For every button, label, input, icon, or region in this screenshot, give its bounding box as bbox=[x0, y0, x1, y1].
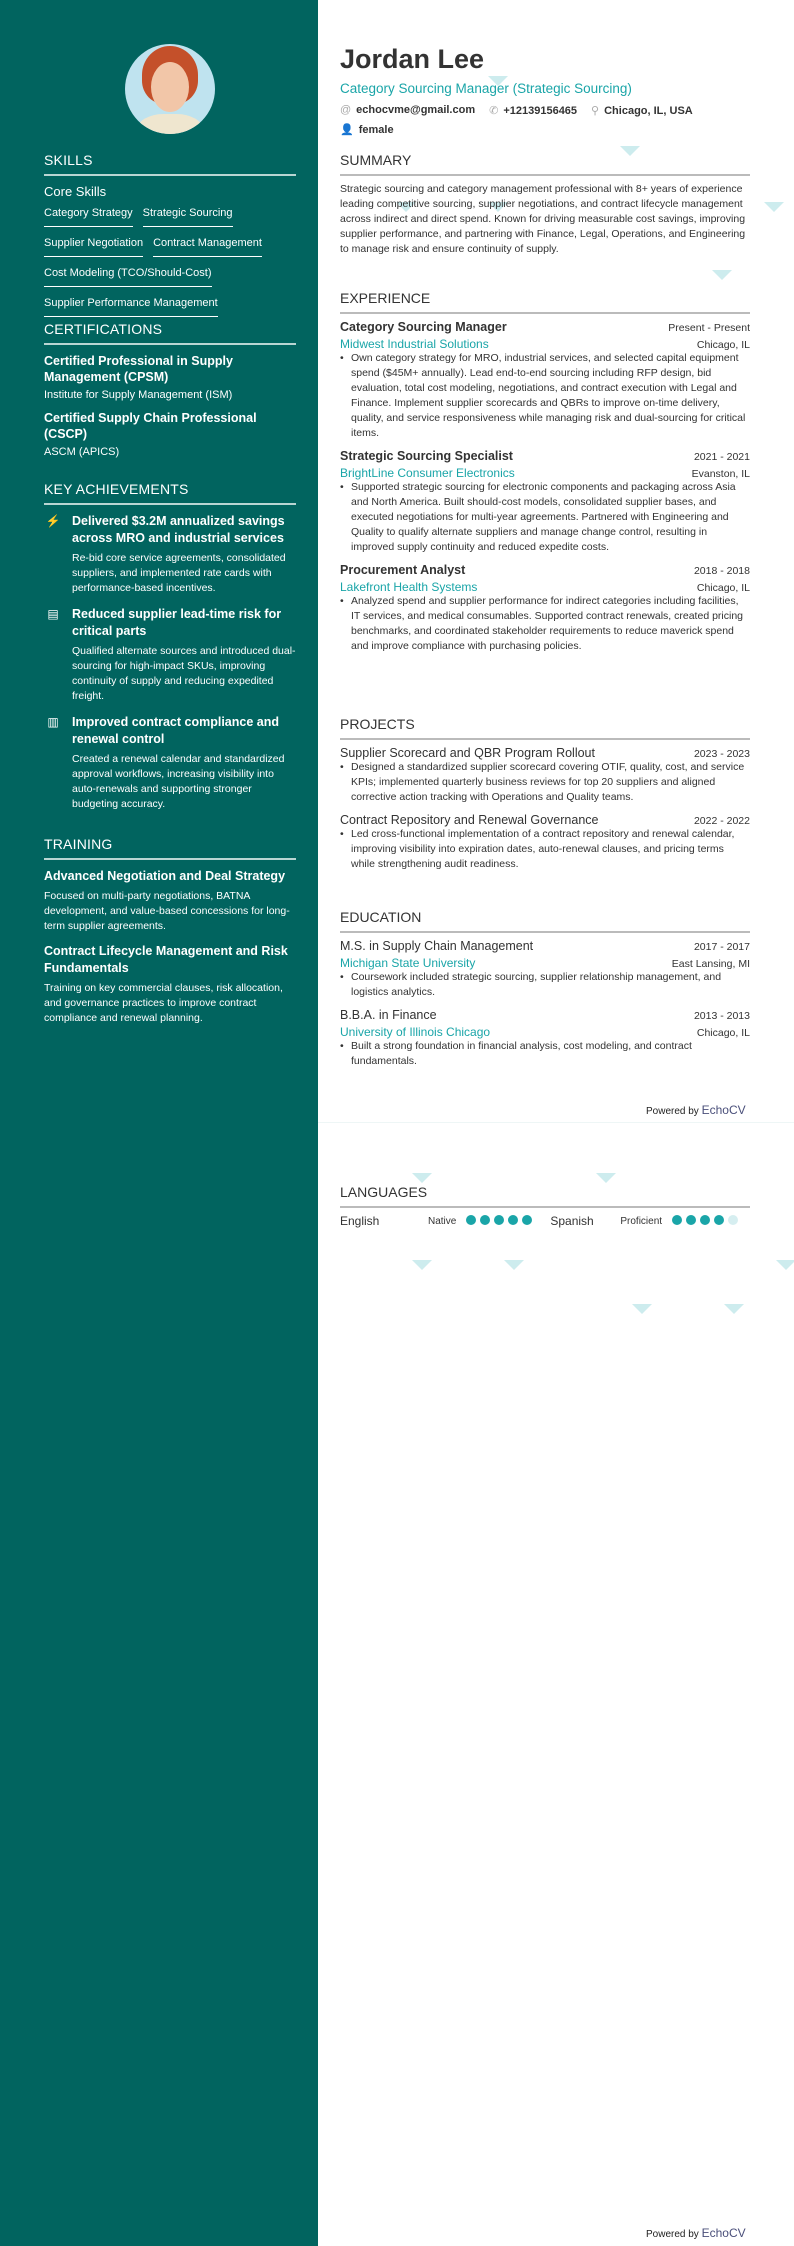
section-heading: EDUCATION bbox=[340, 909, 750, 933]
candidate-title: Category Sourcing Manager (Strategic Sourcing) bbox=[340, 81, 632, 96]
achievement-title: Improved contract compliance and renewal control bbox=[72, 715, 279, 746]
section-heading: EXPERIENCE bbox=[340, 290, 750, 314]
achievement-title: Reduced supplier lead-time risk for critical parts bbox=[72, 607, 282, 638]
section-heading: LANGUAGES bbox=[340, 1184, 750, 1208]
cert-title: Certified Professional in Supply Management (CPSM) bbox=[44, 354, 233, 384]
project-bullet: • Designed a standardized supplier scorecard covering OTIF, quality, cost, and service KPIs; implemented quarterly business reviews for top 20 suppliers and aligned corrective action tracking with Operations and Quality teams. bbox=[340, 760, 750, 805]
project-entry bbox=[340, 746, 750, 805]
rating-dot-filled bbox=[714, 1215, 724, 1225]
languages-section bbox=[340, 1184, 750, 1228]
rating-dot-filled bbox=[508, 1215, 518, 1225]
clipboard-icon: ▤ bbox=[47, 607, 59, 621]
school: Michigan State University bbox=[340, 956, 476, 970]
achievement-desc: Created a renewal calendar and standardized approval workflows, increasing visibility into auto-renewals and supporting stronger budgeting accuracy. bbox=[72, 753, 285, 810]
language-name: Spanish bbox=[550, 1214, 594, 1228]
job-dates: Present - Present bbox=[668, 322, 750, 334]
book-icon: ▥ bbox=[47, 715, 59, 729]
skills-section bbox=[44, 152, 296, 325]
company: Lakefront Health Systems bbox=[340, 580, 478, 594]
project-entry bbox=[340, 813, 750, 872]
location: Chicago, IL, USA bbox=[604, 105, 693, 117]
experience-entry bbox=[340, 563, 750, 654]
rating-dots bbox=[668, 1214, 738, 1228]
rating-dot-filled bbox=[466, 1215, 476, 1225]
certifications-section bbox=[44, 321, 296, 467]
project-title: Contract Repository and Renewal Governance bbox=[340, 813, 599, 827]
achievement-desc: Re-bid core service agreements, consolidated suppliers, and implemented rate cards with performance-based incentives. bbox=[72, 552, 286, 594]
achievement-item bbox=[44, 714, 296, 812]
school: University of Illinois Chicago bbox=[340, 1025, 491, 1039]
rating-dots bbox=[462, 1214, 532, 1228]
language-level: Native bbox=[428, 1215, 457, 1227]
company: BrightLine Consumer Electronics bbox=[340, 466, 515, 480]
achievements-section bbox=[44, 481, 296, 822]
section-heading: SUMMARY bbox=[340, 152, 750, 176]
brand-link[interactable]: EchoCV bbox=[701, 2226, 746, 2240]
rating-dot-filled bbox=[686, 1215, 696, 1225]
job-location: Chicago, IL bbox=[696, 582, 750, 594]
cert-issuer: ASCM (APICS) bbox=[44, 446, 120, 458]
job-dates: 2021 - 2021 bbox=[693, 451, 750, 463]
cert-issuer: Institute for Supply Management (ISM) bbox=[44, 389, 233, 401]
gender: female bbox=[358, 124, 394, 136]
experience-entry bbox=[340, 449, 750, 555]
language-name: English bbox=[340, 1214, 380, 1228]
training-desc: Focused on multi-party negotiations, BATNA development, and value-based concessions for long-term supplier agreements. bbox=[44, 890, 290, 932]
section-heading: TRAINING bbox=[44, 836, 296, 860]
rating-dot-filled bbox=[494, 1215, 504, 1225]
section-heading: CERTIFICATIONS bbox=[44, 321, 296, 345]
job-role: Procurement Analyst bbox=[340, 563, 466, 577]
edu-location: East Lansing, MI bbox=[671, 958, 750, 970]
job-bullet: • Analyzed spend and supplier performance for indirect categories including facilities, IT services, and medical consumables. Supported contract renewals, created pricing benchmarks, and coordinated stakeholder requirements to reduce maverick spend and improve compliance with purchasing policies. bbox=[340, 594, 750, 654]
summary-text: Strategic sourcing and category management professional with 8+ years of experience leading competitive sourcing, supplier negotiations, and contract lifecycle management across indirect and direct spend. Known for driving measurable cost savings, improving supplier performance, and partnering with Finance, Legal, Operations, and Engineering to manage risk and ensure continuity of supply. bbox=[340, 183, 746, 255]
skill-tag: Supplier Negotiation bbox=[44, 235, 143, 257]
experience-section bbox=[340, 290, 750, 662]
achievement-item bbox=[44, 513, 296, 596]
avatar bbox=[125, 44, 215, 134]
brand-link[interactable]: EchoCV bbox=[701, 1103, 746, 1117]
degree: B.B.A. in Finance bbox=[340, 1008, 437, 1022]
achievement-desc: Qualified alternate sources and introduced dual-sourcing for high-impact SKUs, improving continuity of supply and reducing expedited freight. bbox=[72, 645, 296, 702]
achievement-item bbox=[44, 606, 296, 704]
sidebar bbox=[0, 0, 318, 2246]
header bbox=[340, 44, 750, 136]
training-title: Contract Lifecycle Management and Risk Fundamentals bbox=[44, 944, 288, 975]
powered-label: Powered by bbox=[646, 2229, 699, 2240]
training-desc: Training on key commercial clauses, risk allocation, and governance practices to improve contract compliance and renewal planning. bbox=[44, 982, 283, 1024]
language-level: Proficient bbox=[620, 1215, 663, 1227]
rating-dot-filled bbox=[522, 1215, 532, 1225]
project-title: Supplier Scorecard and QBR Program Rollout bbox=[340, 746, 595, 760]
achievement-title: Delivered $3.2M annualized savings across MRO and industrial services bbox=[72, 514, 285, 545]
training-title: Advanced Negotiation and Deal Strategy bbox=[44, 869, 286, 883]
contact-info bbox=[340, 104, 750, 136]
skill-tag: Strategic Sourcing bbox=[143, 205, 233, 227]
skill-tag: Contract Management bbox=[153, 235, 262, 257]
skill-tag: Supplier Performance Management bbox=[44, 295, 218, 317]
job-role: Category Sourcing Manager bbox=[340, 320, 507, 334]
email: echocvme@gmail.com bbox=[356, 104, 476, 116]
location-pin-icon: ⚲ bbox=[591, 105, 600, 117]
phone-icon: ✆ bbox=[489, 105, 499, 117]
job-bullet: • Own category strategy for MRO, industrial services, and selected capital equipment spend ($45M+ annually). Lead end-to-end sourcing including RFP design, bid evaluation, total cost modeling, negotiations, and contract execution with Legal and Finance. Implement supplier scorecards and QBRs to improve on-time delivery, quality, and service responsiveness while managing risk and dual-sourcing for critical items. bbox=[340, 351, 750, 441]
summary-section bbox=[340, 152, 750, 257]
cert-title: Certified Supply Chain Professional (CSCP) bbox=[44, 411, 257, 441]
section-heading: KEY ACHIEVEMENTS bbox=[44, 481, 296, 505]
person-icon: 👤 bbox=[340, 124, 354, 136]
phone: +12139156465 bbox=[503, 105, 578, 117]
edu-bullet: • Coursework included strategic sourcing, supplier relationship management, and logistics analytics. bbox=[340, 970, 750, 1000]
languages-list bbox=[340, 1214, 750, 1228]
section-heading: SKILLS bbox=[44, 152, 296, 176]
edu-bullet: • Built a strong foundation in financial analysis, cost modeling, and contract fundamentals. bbox=[340, 1039, 750, 1069]
project-bullet: • Led cross-functional implementation of a contract repository and renewal calendar, improving visibility into expiration dates, auto-renewal clauses, and pricing terms while strengthening audit readiness. bbox=[340, 827, 750, 872]
skill-tag: Category Strategy bbox=[44, 205, 133, 227]
job-location: Chicago, IL bbox=[696, 339, 750, 351]
experience-entry bbox=[340, 320, 750, 441]
training-section bbox=[44, 836, 296, 1035]
powered-by bbox=[646, 2226, 746, 2240]
education-entry bbox=[340, 1008, 750, 1069]
education-section bbox=[340, 909, 750, 1077]
rating-dot-filled bbox=[480, 1215, 490, 1225]
bolt-icon: ⚡ bbox=[45, 514, 61, 528]
project-dates: 2023 - 2023 bbox=[693, 748, 750, 760]
skills-group: Core Skills bbox=[44, 184, 107, 199]
at-icon: @ bbox=[340, 104, 352, 116]
skill-tag: Cost Modeling (TCO/Should-Cost) bbox=[44, 265, 212, 287]
powered-label: Powered by bbox=[646, 1106, 699, 1117]
job-dates: 2018 - 2018 bbox=[693, 565, 750, 577]
edu-dates: 2017 - 2017 bbox=[693, 941, 750, 953]
job-bullet: • Supported strategic sourcing for electronic components and packaging across Asia and North America. Built should-cost models, consolidated supplier bases, and executed negotiations for multi-year agreements. Partnered with Engineering and Quality to qualify alternate suppliers and manage change control, resulting in improved supply continuity and reduced expedite costs. bbox=[340, 480, 750, 555]
rating-dot-empty bbox=[728, 1215, 738, 1225]
rating-dot-filled bbox=[700, 1215, 710, 1225]
company: Midwest Industrial Solutions bbox=[340, 337, 489, 351]
projects-section bbox=[340, 716, 750, 880]
edu-dates: 2013 - 2013 bbox=[693, 1010, 750, 1022]
powered-by bbox=[646, 1103, 746, 1117]
job-role: Strategic Sourcing Specialist bbox=[340, 449, 513, 463]
degree: M.S. in Supply Chain Management bbox=[340, 939, 534, 953]
candidate-name: Jordan Lee bbox=[340, 44, 485, 74]
education-entry bbox=[340, 939, 750, 1000]
page-divider bbox=[318, 1122, 794, 1123]
project-dates: 2022 - 2022 bbox=[693, 815, 750, 827]
edu-location: Chicago, IL bbox=[696, 1027, 750, 1039]
job-location: Evanston, IL bbox=[691, 468, 750, 480]
section-heading: PROJECTS bbox=[340, 716, 750, 740]
rating-dot-filled bbox=[672, 1215, 682, 1225]
